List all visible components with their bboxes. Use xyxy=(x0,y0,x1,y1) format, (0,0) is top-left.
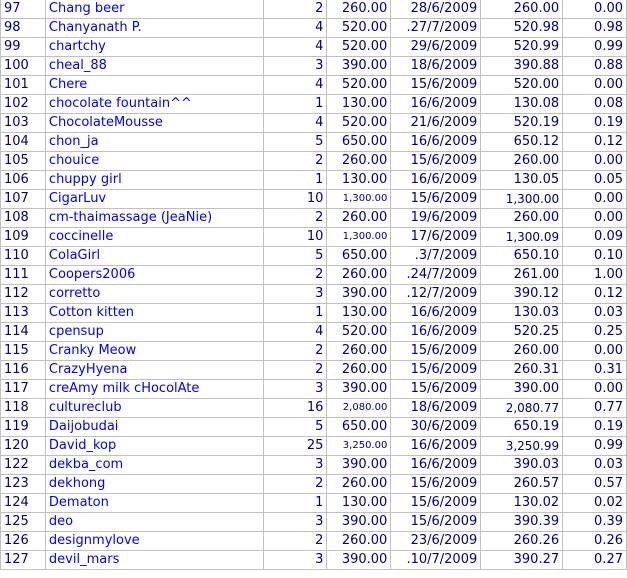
table-row xyxy=(1,114,627,133)
date-cell[interactable]: 15/6/2009 xyxy=(391,342,481,361)
received-cell[interactable]: 260.31 xyxy=(481,361,563,380)
amount-cell[interactable]: 1,300.00 xyxy=(327,190,391,209)
table-row xyxy=(1,19,627,38)
table-row xyxy=(1,361,627,380)
name-cell[interactable]: deo xyxy=(45,513,263,532)
row-id-cell[interactable]: 100 xyxy=(1,57,46,76)
name-cell[interactable]: chartchy xyxy=(45,38,263,57)
received-cell[interactable]: 130.08 xyxy=(481,95,563,114)
date-cell[interactable]: 15/6/2009 xyxy=(391,361,481,380)
table-row xyxy=(1,304,627,323)
table-row xyxy=(1,57,627,76)
row-id-cell[interactable]: 117 xyxy=(1,380,46,399)
name-cell[interactable]: cheal_88 xyxy=(45,57,263,76)
table-row xyxy=(1,247,627,266)
difference-cell[interactable]: 0.19 xyxy=(563,418,627,437)
row-id-cell[interactable]: 98 xyxy=(1,19,46,38)
table-row xyxy=(1,266,627,285)
amount-cell[interactable]: 130.00 xyxy=(327,171,391,190)
amount-cell[interactable]: 260.00 xyxy=(327,532,391,551)
quantity-cell[interactable]: 2 xyxy=(263,361,327,380)
received-cell[interactable]: 130.02 xyxy=(481,494,563,513)
received-cell[interactable]: 520.99 xyxy=(481,38,563,57)
row-id-cell[interactable]: 103 xyxy=(1,114,46,133)
row-id-cell[interactable]: 123 xyxy=(1,475,46,494)
amount-cell[interactable]: 390.00 xyxy=(327,513,391,532)
row-id-cell[interactable]: 107 xyxy=(1,190,46,209)
date-cell[interactable]: 16/6/2009 xyxy=(391,323,481,342)
quantity-cell[interactable]: 2 xyxy=(263,475,327,494)
amount-cell[interactable]: 130.00 xyxy=(327,304,391,323)
difference-cell[interactable]: 0.12 xyxy=(563,285,627,304)
date-cell[interactable]: 29/6/2009 xyxy=(391,38,481,57)
difference-cell[interactable]: 0.00 xyxy=(563,0,627,19)
table-row xyxy=(1,323,627,342)
difference-cell[interactable]: 0.03 xyxy=(563,456,627,475)
name-cell[interactable]: cm-thaimassage (JeaNie) xyxy=(45,209,263,228)
table-row xyxy=(1,456,627,475)
quantity-cell[interactable]: 4 xyxy=(263,114,327,133)
received-cell[interactable]: 650.10 xyxy=(481,247,563,266)
difference-cell[interactable]: 0.00 xyxy=(563,152,627,171)
date-cell[interactable]: 23/6/2009 xyxy=(391,532,481,551)
date-cell[interactable]: 15/6/2009 xyxy=(391,494,481,513)
name-cell[interactable]: Cotton kitten xyxy=(45,304,263,323)
amount-cell[interactable]: 260.00 xyxy=(327,266,391,285)
table-body xyxy=(1,0,627,570)
quantity-cell[interactable]: 2 xyxy=(263,152,327,171)
date-cell[interactable]: 16/6/2009 xyxy=(391,437,481,456)
date-cell[interactable]: 28/6/2009 xyxy=(391,0,481,19)
received-cell[interactable]: 520.25 xyxy=(481,323,563,342)
row-id-cell[interactable]: 108 xyxy=(1,209,46,228)
name-cell[interactable]: Cranky Meow xyxy=(45,342,263,361)
quantity-cell[interactable]: 4 xyxy=(263,19,327,38)
name-cell[interactable]: cultureclub xyxy=(45,399,263,418)
received-cell[interactable]: 261.00 xyxy=(481,266,563,285)
name-cell[interactable]: Daijobudai xyxy=(45,418,263,437)
table-row xyxy=(1,380,627,399)
name-cell[interactable]: devil_mars xyxy=(45,551,263,570)
table-row xyxy=(1,152,627,171)
quantity-cell[interactable]: 2 xyxy=(263,342,327,361)
quantity-cell[interactable]: 3 xyxy=(263,57,327,76)
amount-cell[interactable]: 650.00 xyxy=(327,418,391,437)
quantity-cell[interactable]: 4 xyxy=(263,76,327,95)
difference-cell[interactable]: 0.25 xyxy=(563,323,627,342)
row-id-cell[interactable]: 122 xyxy=(1,456,46,475)
amount-cell[interactable]: 390.00 xyxy=(327,285,391,304)
amount-cell[interactable]: 520.00 xyxy=(327,76,391,95)
name-cell[interactable]: Chang beer xyxy=(45,0,263,19)
received-cell[interactable]: 520.00 xyxy=(481,76,563,95)
date-cell[interactable]: 16/6/2009 xyxy=(391,456,481,475)
table-row xyxy=(1,551,627,570)
quantity-cell[interactable]: 5 xyxy=(263,247,327,266)
name-cell[interactable]: chuppy girl xyxy=(45,171,263,190)
row-id-cell[interactable]: 106 xyxy=(1,171,46,190)
name-cell[interactable]: chon_ja xyxy=(45,133,263,152)
date-cell[interactable]: 19/6/2009 xyxy=(391,209,481,228)
table-row xyxy=(1,437,627,456)
row-id-cell[interactable]: 127 xyxy=(1,551,46,570)
quantity-cell[interactable]: 1 xyxy=(263,95,327,114)
difference-cell[interactable]: 0.00 xyxy=(563,209,627,228)
row-id-cell[interactable]: 125 xyxy=(1,513,46,532)
date-cell[interactable]: 17/6/2009 xyxy=(391,228,481,247)
name-cell[interactable]: CigarLuv xyxy=(45,190,263,209)
difference-cell[interactable]: 0.88 xyxy=(563,57,627,76)
name-cell[interactable]: Chanyanath P. xyxy=(45,19,263,38)
difference-cell[interactable]: 0.09 xyxy=(563,228,627,247)
quantity-cell[interactable]: 5 xyxy=(263,418,327,437)
difference-cell[interactable]: 0.77 xyxy=(563,399,627,418)
amount-cell[interactable]: 260.00 xyxy=(327,475,391,494)
date-cell[interactable]: 16/6/2009 xyxy=(391,95,481,114)
difference-cell[interactable]: 0.00 xyxy=(563,380,627,399)
difference-cell[interactable]: 0.99 xyxy=(563,437,627,456)
row-id-cell[interactable]: 104 xyxy=(1,133,46,152)
date-cell[interactable]: 30/6/2009 xyxy=(391,418,481,437)
table-row xyxy=(1,133,627,152)
received-cell[interactable]: 390.27 xyxy=(481,551,563,570)
quantity-cell[interactable]: 10 xyxy=(263,228,327,247)
date-cell[interactable]: .12/7/2009 xyxy=(391,285,481,304)
name-cell[interactable]: dekba_com xyxy=(45,456,263,475)
row-id-cell[interactable]: 120 xyxy=(1,437,46,456)
quantity-cell[interactable]: 3 xyxy=(263,285,327,304)
amount-cell[interactable]: 390.00 xyxy=(327,380,391,399)
quantity-cell[interactable]: 2 xyxy=(263,0,327,19)
table-row xyxy=(1,190,627,209)
amount-cell[interactable]: 1,300.00 xyxy=(327,228,391,247)
amount-cell[interactable]: 260.00 xyxy=(327,152,391,171)
received-cell[interactable]: 390.12 xyxy=(481,285,563,304)
row-id-cell[interactable]: 109 xyxy=(1,228,46,247)
quantity-cell[interactable]: 3 xyxy=(263,513,327,532)
table-row xyxy=(1,38,627,57)
amount-cell[interactable]: 3,250.00 xyxy=(327,437,391,456)
difference-cell[interactable]: 1.00 xyxy=(563,266,627,285)
name-cell[interactable]: Chere xyxy=(45,76,263,95)
row-id-cell[interactable]: 113 xyxy=(1,304,46,323)
table-row xyxy=(1,494,627,513)
received-cell[interactable]: 650.19 xyxy=(481,418,563,437)
difference-cell[interactable]: 0.02 xyxy=(563,494,627,513)
date-cell[interactable]: .27/7/2009 xyxy=(391,19,481,38)
row-id-cell[interactable]: 105 xyxy=(1,152,46,171)
difference-cell[interactable]: 0.57 xyxy=(563,475,627,494)
received-cell[interactable]: 520.19 xyxy=(481,114,563,133)
date-cell[interactable]: 16/6/2009 xyxy=(391,133,481,152)
row-id-cell[interactable]: 101 xyxy=(1,76,46,95)
date-cell[interactable]: .3/7/2009 xyxy=(391,247,481,266)
amount-cell[interactable]: 520.00 xyxy=(327,38,391,57)
received-cell[interactable]: 260.00 xyxy=(481,209,563,228)
quantity-cell[interactable]: 2 xyxy=(263,532,327,551)
date-cell[interactable]: .24/7/2009 xyxy=(391,266,481,285)
table-row xyxy=(1,285,627,304)
date-cell[interactable]: 15/6/2009 xyxy=(391,76,481,95)
difference-cell[interactable]: 0.39 xyxy=(563,513,627,532)
date-cell[interactable]: 15/6/2009 xyxy=(391,190,481,209)
row-id-cell[interactable]: 124 xyxy=(1,494,46,513)
row-id-cell[interactable]: 114 xyxy=(1,323,46,342)
name-cell[interactable]: Dematon xyxy=(45,494,263,513)
amount-cell[interactable]: 520.00 xyxy=(327,19,391,38)
difference-cell[interactable]: 0.03 xyxy=(563,304,627,323)
name-cell[interactable]: David_kop xyxy=(45,437,263,456)
difference-cell[interactable]: 0.27 xyxy=(563,551,627,570)
received-cell[interactable]: 3,250.99 xyxy=(481,437,563,456)
table-row xyxy=(1,95,627,114)
table-row xyxy=(1,171,627,190)
difference-cell[interactable]: 0.31 xyxy=(563,361,627,380)
quantity-cell[interactable]: 3 xyxy=(263,551,327,570)
row-id-cell[interactable]: 118 xyxy=(1,399,46,418)
amount-cell[interactable]: 260.00 xyxy=(327,209,391,228)
received-cell[interactable]: 390.03 xyxy=(481,456,563,475)
table-row xyxy=(1,0,627,19)
name-cell[interactable]: coccinelle xyxy=(45,228,263,247)
name-cell[interactable]: dekhong xyxy=(45,475,263,494)
quantity-cell[interactable]: 4 xyxy=(263,323,327,342)
difference-cell[interactable]: 0.99 xyxy=(563,38,627,57)
received-cell[interactable]: 390.39 xyxy=(481,513,563,532)
name-cell[interactable]: chouice xyxy=(45,152,263,171)
table-row xyxy=(1,209,627,228)
quantity-cell[interactable]: 25 xyxy=(263,437,327,456)
date-cell[interactable]: 15/6/2009 xyxy=(391,380,481,399)
amount-cell[interactable]: 520.00 xyxy=(327,114,391,133)
difference-cell[interactable]: 0.00 xyxy=(563,76,627,95)
received-cell[interactable]: 260.26 xyxy=(481,532,563,551)
table-row xyxy=(1,228,627,247)
received-cell[interactable]: 260.00 xyxy=(481,0,563,19)
quantity-cell[interactable]: 1 xyxy=(263,171,327,190)
amount-cell[interactable]: 130.00 xyxy=(327,494,391,513)
difference-cell[interactable]: 0.98 xyxy=(563,19,627,38)
difference-cell[interactable]: 0.00 xyxy=(563,190,627,209)
amount-cell[interactable]: 260.00 xyxy=(327,361,391,380)
row-id-cell[interactable]: 102 xyxy=(1,95,46,114)
table-row xyxy=(1,513,627,532)
row-id-cell[interactable]: 111 xyxy=(1,266,46,285)
received-cell[interactable]: 260.00 xyxy=(481,342,563,361)
amount-cell[interactable]: 260.00 xyxy=(327,342,391,361)
received-cell[interactable]: 390.00 xyxy=(481,380,563,399)
date-cell[interactable]: 18/6/2009 xyxy=(391,57,481,76)
date-cell[interactable]: 18/6/2009 xyxy=(391,399,481,418)
received-cell[interactable]: 390.88 xyxy=(481,57,563,76)
name-cell[interactable]: Coopers2006 xyxy=(45,266,263,285)
table-row xyxy=(1,399,627,418)
difference-cell[interactable]: 0.00 xyxy=(563,342,627,361)
amount-cell[interactable]: 520.00 xyxy=(327,323,391,342)
difference-cell[interactable]: 0.19 xyxy=(563,114,627,133)
date-cell[interactable]: 16/6/2009 xyxy=(391,171,481,190)
name-cell[interactable]: chocolate fountain^^ xyxy=(45,95,263,114)
quantity-cell[interactable]: 16 xyxy=(263,399,327,418)
quantity-cell[interactable]: 2 xyxy=(263,209,327,228)
table-row xyxy=(1,475,627,494)
row-id-cell[interactable]: 119 xyxy=(1,418,46,437)
date-cell[interactable]: .10/7/2009 xyxy=(391,551,481,570)
name-cell[interactable]: creAmy milk cHocolAte xyxy=(45,380,263,399)
amount-cell[interactable]: 2,080.00 xyxy=(327,399,391,418)
difference-cell[interactable]: 0.10 xyxy=(563,247,627,266)
date-cell[interactable]: 21/6/2009 xyxy=(391,114,481,133)
quantity-cell[interactable]: 1 xyxy=(263,304,327,323)
quantity-cell[interactable]: 3 xyxy=(263,380,327,399)
table-row xyxy=(1,418,627,437)
received-cell[interactable]: 130.03 xyxy=(481,304,563,323)
name-cell[interactable]: corretto xyxy=(45,285,263,304)
date-cell[interactable]: 15/6/2009 xyxy=(391,475,481,494)
table-row xyxy=(1,342,627,361)
difference-cell[interactable]: 0.08 xyxy=(563,95,627,114)
amount-cell[interactable]: 390.00 xyxy=(327,456,391,475)
row-id-cell[interactable]: 97 xyxy=(1,0,46,19)
date-cell[interactable]: 15/6/2009 xyxy=(391,152,481,171)
received-cell[interactable]: 520.98 xyxy=(481,19,563,38)
date-cell[interactable]: 16/6/2009 xyxy=(391,304,481,323)
row-id-cell[interactable]: 110 xyxy=(1,247,46,266)
quantity-cell[interactable]: 5 xyxy=(263,133,327,152)
difference-cell[interactable]: 0.26 xyxy=(563,532,627,551)
name-cell[interactable]: designmylove xyxy=(45,532,263,551)
name-cell[interactable]: ColaGirl xyxy=(45,247,263,266)
table-row xyxy=(1,532,627,551)
amount-cell[interactable]: 260.00 xyxy=(327,0,391,19)
row-id-cell[interactable]: 112 xyxy=(1,285,46,304)
received-cell[interactable]: 650.12 xyxy=(481,133,563,152)
quantity-cell[interactable]: 4 xyxy=(263,38,327,57)
name-cell[interactable]: cpensup xyxy=(45,323,263,342)
amount-cell[interactable]: 650.00 xyxy=(327,247,391,266)
difference-cell[interactable]: 0.12 xyxy=(563,133,627,152)
name-cell[interactable]: ChocolateMousse xyxy=(45,114,263,133)
amount-cell[interactable]: 390.00 xyxy=(327,57,391,76)
name-cell[interactable]: CrazyHyena xyxy=(45,361,263,380)
received-cell[interactable]: 2,080.77 xyxy=(481,399,563,418)
quantity-cell[interactable]: 1 xyxy=(263,494,327,513)
amount-cell[interactable]: 650.00 xyxy=(327,133,391,152)
row-id-cell[interactable]: 115 xyxy=(1,342,46,361)
row-id-cell[interactable]: 126 xyxy=(1,532,46,551)
table-row xyxy=(1,76,627,95)
received-cell[interactable]: 130.05 xyxy=(481,171,563,190)
quantity-cell[interactable]: 2 xyxy=(263,266,327,285)
difference-cell[interactable]: 0.05 xyxy=(563,171,627,190)
received-cell[interactable]: 1,300.00 xyxy=(481,190,563,209)
received-cell[interactable]: 260.00 xyxy=(481,152,563,171)
quantity-cell[interactable]: 10 xyxy=(263,190,327,209)
quantity-cell[interactable]: 3 xyxy=(263,456,327,475)
date-cell[interactable]: 15/6/2009 xyxy=(391,513,481,532)
amount-cell[interactable]: 130.00 xyxy=(327,95,391,114)
received-cell[interactable]: 1,300.09 xyxy=(481,228,563,247)
row-id-cell[interactable]: 99 xyxy=(1,38,46,57)
amount-cell[interactable]: 390.00 xyxy=(327,551,391,570)
row-id-cell[interactable]: 116 xyxy=(1,361,46,380)
received-cell[interactable]: 260.57 xyxy=(481,475,563,494)
